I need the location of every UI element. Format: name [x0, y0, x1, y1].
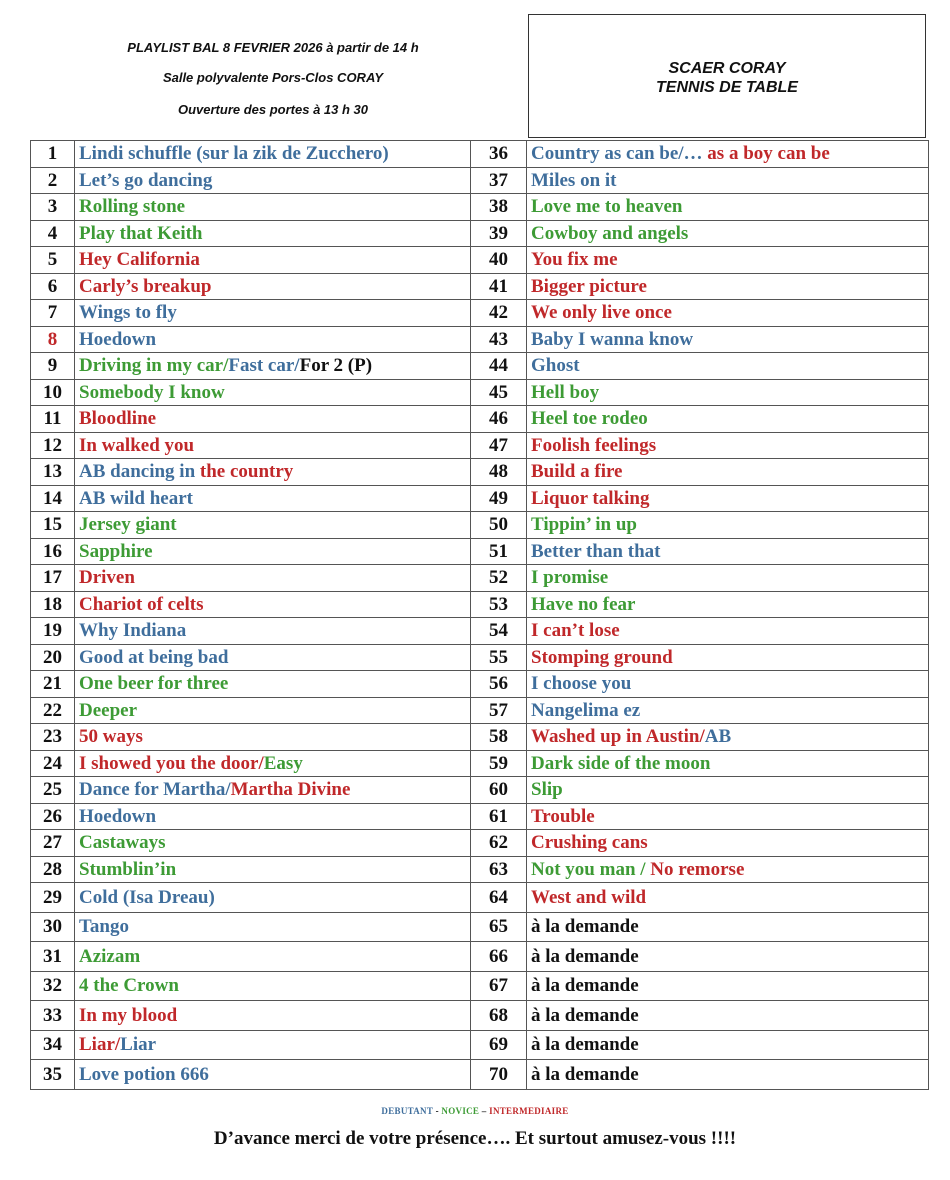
title-segment: Castaways — [79, 832, 166, 854]
right-track-number: 54 — [471, 618, 527, 645]
left-track-title — [75, 1001, 471, 1031]
left-track-number: 15 — [31, 512, 75, 539]
left-track-title — [75, 830, 471, 857]
title-segment: the country — [199, 461, 294, 483]
title-segment: In walked you — [79, 434, 195, 456]
left-track-title — [75, 883, 471, 913]
title-segment: Wings to fly — [79, 302, 177, 324]
table-row — [31, 353, 929, 380]
legend-debutant: DEBUTANT — [381, 1106, 434, 1116]
left-track-number: 30 — [31, 912, 75, 942]
title-segment: Tippin’ in up — [531, 514, 637, 536]
right-track-title — [527, 883, 929, 913]
right-track-title — [527, 856, 929, 883]
right-track-title — [527, 194, 929, 221]
title-segment: Nangelima ez — [531, 699, 641, 721]
title-segment: à la demande — [531, 975, 639, 997]
title-segment: Somebody I know — [79, 381, 225, 403]
right-track-title — [527, 671, 929, 698]
table-row — [31, 671, 929, 698]
title-segment: à la demande — [531, 1034, 639, 1056]
title-segment: Country as can be/… — [531, 143, 708, 165]
right-track-number: 37 — [471, 167, 527, 194]
title-segment: For 2 (P) — [299, 355, 373, 377]
right-track-number: 52 — [471, 565, 527, 592]
right-track-title — [527, 697, 929, 724]
event-venue: Salle polyvalente Pors-Clos CORAY — [162, 70, 384, 85]
title-segment: One beer for three — [79, 673, 229, 695]
left-track-title — [75, 538, 471, 565]
left-track-number: 17 — [31, 565, 75, 592]
left-track-title — [75, 406, 471, 433]
playlist-table — [30, 140, 929, 1090]
right-track-title — [527, 273, 929, 300]
left-track-number: 26 — [31, 803, 75, 830]
title-segment: Ghost — [531, 355, 580, 377]
left-track-title — [75, 591, 471, 618]
title-segment: You fix me — [531, 249, 618, 271]
title-segment: Love potion 666 — [79, 1063, 209, 1085]
left-track-title — [75, 459, 471, 486]
title-segment: Hoedown — [79, 805, 157, 827]
left-track-title — [75, 194, 471, 221]
level-legend — [0, 1106, 950, 1116]
table-row — [31, 618, 929, 645]
left-track-number: 12 — [31, 432, 75, 459]
right-track-title — [527, 1060, 929, 1090]
title-segment: Rolling stone — [79, 196, 186, 218]
right-track-title — [527, 942, 929, 972]
right-track-number: 60 — [471, 777, 527, 804]
table-row — [31, 724, 929, 751]
left-track-title — [75, 856, 471, 883]
right-track-title — [527, 167, 929, 194]
table-row — [31, 326, 929, 353]
right-track-number: 63 — [471, 856, 527, 883]
title-segment: Why Indiana — [79, 620, 187, 642]
right-track-title — [527, 485, 929, 512]
right-track-number: 67 — [471, 971, 527, 1001]
title-segment: Dance for Martha/ — [79, 779, 231, 801]
left-track-number: 25 — [31, 777, 75, 804]
title-segment: AB dancing in — [79, 461, 200, 483]
table-row — [31, 1001, 929, 1031]
right-track-title — [527, 220, 929, 247]
left-track-number: 35 — [31, 1060, 75, 1090]
table-row — [31, 750, 929, 777]
title-segment: Sapphire — [79, 540, 153, 562]
table-row — [31, 644, 929, 671]
right-track-title — [527, 830, 929, 857]
left-track-title — [75, 379, 471, 406]
left-track-title — [75, 300, 471, 327]
right-track-title — [527, 538, 929, 565]
playlist-body — [31, 141, 929, 1090]
title-segment: Have no fear — [531, 593, 636, 615]
right-track-number: 44 — [471, 353, 527, 380]
table-row — [31, 247, 929, 274]
left-track-number: 32 — [31, 971, 75, 1001]
right-track-number: 45 — [471, 379, 527, 406]
title-segment: Foolish feelings — [531, 434, 657, 456]
title-segment: as a boy can be — [707, 143, 830, 165]
right-track-number: 56 — [471, 671, 527, 698]
title-segment: Let’s go dancing — [79, 169, 213, 191]
right-track-number: 47 — [471, 432, 527, 459]
left-track-number: 24 — [31, 750, 75, 777]
title-segment: No remorse — [650, 858, 745, 880]
right-track-number: 64 — [471, 883, 527, 913]
right-track-number: 49 — [471, 485, 527, 512]
table-row — [31, 512, 929, 539]
left-track-number: 33 — [31, 1001, 75, 1031]
right-track-number: 51 — [471, 538, 527, 565]
title-segment: Build a fire — [531, 461, 623, 483]
right-track-number: 46 — [471, 406, 527, 433]
right-track-title — [527, 644, 929, 671]
right-track-title — [527, 406, 929, 433]
title-segment: Play that Keith — [79, 222, 203, 244]
left-track-number: 14 — [31, 485, 75, 512]
table-row — [31, 141, 929, 168]
club-name-line1: SCAER CORAY — [668, 60, 786, 77]
left-track-title — [75, 803, 471, 830]
title-segment: Lindi schuffle (sur la zik de Zucchero) — [79, 143, 389, 165]
title-segment: I can’t lose — [531, 620, 620, 642]
left-track-number: 16 — [31, 538, 75, 565]
left-track-title — [75, 671, 471, 698]
right-track-number: 55 — [471, 644, 527, 671]
legend-separator: – — [479, 1106, 490, 1116]
right-track-number: 53 — [471, 591, 527, 618]
title-segment: à la demande — [531, 916, 639, 938]
table-row — [31, 942, 929, 972]
right-track-number: 66 — [471, 942, 527, 972]
left-track-title — [75, 432, 471, 459]
title-segment: I choose you — [531, 673, 632, 695]
event-doors-time: Ouverture des portes à 13 h 30 — [177, 102, 369, 117]
left-track-title — [75, 565, 471, 592]
right-track-number: 42 — [471, 300, 527, 327]
title-segment: West and wild — [531, 886, 647, 908]
left-track-number: 8 — [31, 326, 75, 353]
left-track-number: 20 — [31, 644, 75, 671]
left-track-number: 3 — [31, 194, 75, 221]
right-track-title — [527, 1001, 929, 1031]
table-row — [31, 406, 929, 433]
left-track-number: 1 — [31, 141, 75, 168]
table-row — [31, 300, 929, 327]
left-track-title — [75, 247, 471, 274]
title-segment: à la demande — [531, 1063, 639, 1085]
table-row — [31, 432, 929, 459]
left-track-title — [75, 220, 471, 247]
title-segment: Liquor talking — [531, 487, 650, 509]
table-row — [31, 697, 929, 724]
left-track-title — [75, 512, 471, 539]
table-row — [31, 167, 929, 194]
left-track-title — [75, 697, 471, 724]
table-row — [31, 777, 929, 804]
title-segment: Deeper — [79, 699, 138, 721]
left-track-title — [75, 141, 471, 168]
title-segment: Miles on it — [531, 169, 617, 191]
right-track-number: 36 — [471, 141, 527, 168]
right-track-number: 38 — [471, 194, 527, 221]
title-segment: 50 ways — [79, 726, 143, 748]
title-segment: Not you man / — [531, 858, 651, 880]
title-segment: Washed up in Austin/ — [531, 726, 705, 748]
right-track-title — [527, 618, 929, 645]
left-track-number: 10 — [31, 379, 75, 406]
right-track-title — [527, 353, 929, 380]
left-track-number: 27 — [31, 830, 75, 857]
right-track-number: 41 — [471, 273, 527, 300]
left-track-title — [75, 912, 471, 942]
right-track-title — [527, 591, 929, 618]
right-track-number: 65 — [471, 912, 527, 942]
title-segment: Love me to heaven — [531, 196, 683, 218]
left-track-title — [75, 326, 471, 353]
table-row — [31, 912, 929, 942]
right-track-title — [527, 300, 929, 327]
title-segment: I promise — [531, 567, 609, 589]
left-track-number: 5 — [31, 247, 75, 274]
title-segment: AB — [704, 726, 732, 748]
table-row — [31, 459, 929, 486]
table-row — [31, 485, 929, 512]
title-segment: Jersey giant — [79, 514, 177, 536]
title-segment: à la demande — [531, 1004, 639, 1026]
right-track-title — [527, 724, 929, 751]
left-track-number: 23 — [31, 724, 75, 751]
right-track-title — [527, 777, 929, 804]
title-segment: Chariot of celts — [79, 593, 204, 615]
right-track-number: 43 — [471, 326, 527, 353]
table-row — [31, 883, 929, 913]
title-segment: In my blood — [79, 1004, 178, 1026]
left-track-number: 28 — [31, 856, 75, 883]
title-segment: Cowboy and angels — [531, 222, 689, 244]
right-track-number: 50 — [471, 512, 527, 539]
title-segment: Slip — [531, 779, 563, 801]
right-track-title — [527, 326, 929, 353]
title-segment: Easy — [263, 752, 303, 774]
right-track-title — [527, 912, 929, 942]
left-track-number: 22 — [31, 697, 75, 724]
title-segment: Hoedown — [79, 328, 157, 350]
title-segment: Trouble — [531, 805, 595, 827]
title-segment: Hell boy — [531, 381, 600, 403]
table-row — [31, 1060, 929, 1090]
left-track-title — [75, 273, 471, 300]
title-segment: Liar — [120, 1034, 157, 1056]
left-track-title — [75, 644, 471, 671]
title-segment: Better than that — [531, 540, 661, 562]
left-track-title — [75, 777, 471, 804]
club-name — [529, 59, 925, 97]
right-track-title — [527, 432, 929, 459]
left-track-number: 18 — [31, 591, 75, 618]
right-track-number: 69 — [471, 1030, 527, 1060]
left-track-title — [75, 1030, 471, 1060]
table-row — [31, 1030, 929, 1060]
table-row — [31, 565, 929, 592]
table-row — [31, 273, 929, 300]
legend-intermediaire: INTERMEDIAIRE — [489, 1106, 569, 1116]
left-track-number: 7 — [31, 300, 75, 327]
table-row — [31, 971, 929, 1001]
right-track-title — [527, 750, 929, 777]
title-segment: Crushing cans — [531, 832, 648, 854]
right-track-title — [527, 565, 929, 592]
table-row — [31, 803, 929, 830]
event-header — [36, 30, 510, 140]
title-segment: Bloodline — [79, 408, 157, 430]
right-track-number: 39 — [471, 220, 527, 247]
table-row — [31, 379, 929, 406]
title-segment: Hey California — [79, 249, 200, 271]
table-row — [31, 856, 929, 883]
left-track-title — [75, 724, 471, 751]
event-title: PLAYLIST BAL 8 FEVRIER 2026 à partir de 14 h — [127, 40, 419, 55]
legend-separator: - — [433, 1106, 442, 1116]
left-track-title — [75, 942, 471, 972]
footer-message: D’avance merci de votre présence…. Et surtout amusez-vous !!!! — [213, 1128, 737, 1149]
left-track-title — [75, 971, 471, 1001]
table-row — [31, 220, 929, 247]
right-track-title — [527, 803, 929, 830]
right-track-number: 58 — [471, 724, 527, 751]
left-track-number: 4 — [31, 220, 75, 247]
right-track-number: 57 — [471, 697, 527, 724]
left-track-title — [75, 485, 471, 512]
title-segment: Liar/ — [79, 1034, 121, 1056]
title-segment: Good at being bad — [79, 646, 229, 668]
right-track-title — [527, 971, 929, 1001]
right-track-title — [527, 459, 929, 486]
title-segment: We only live once — [531, 302, 672, 324]
title-segment: Driving in my car/ — [79, 355, 229, 377]
title-segment: Driven — [79, 567, 135, 589]
title-segment: Azizam — [79, 945, 141, 967]
left-track-title — [75, 618, 471, 645]
left-track-number: 29 — [31, 883, 75, 913]
right-track-title — [527, 247, 929, 274]
left-track-number: 9 — [31, 353, 75, 380]
title-segment: 4 the Crown — [79, 975, 179, 997]
title-segment: Dark side of the moon — [531, 752, 711, 774]
left-track-title — [75, 353, 471, 380]
left-track-number: 31 — [31, 942, 75, 972]
right-track-number: 61 — [471, 803, 527, 830]
club-name-line2: TENNIS DE TABLE — [656, 79, 798, 96]
left-track-title — [75, 750, 471, 777]
left-track-number: 19 — [31, 618, 75, 645]
title-segment: Carly’s breakup — [79, 275, 212, 297]
right-track-number: 59 — [471, 750, 527, 777]
title-segment: Stumblin’in — [79, 858, 177, 880]
title-segment: AB wild heart — [79, 487, 193, 509]
title-segment: à la demande — [531, 945, 639, 967]
left-track-title — [75, 1060, 471, 1090]
right-track-number: 48 — [471, 459, 527, 486]
right-track-title — [527, 512, 929, 539]
title-segment: Baby I wanna know — [531, 328, 694, 350]
title-segment: Heel toe rodeo — [531, 408, 648, 430]
table-row — [31, 830, 929, 857]
left-track-number: 11 — [31, 406, 75, 433]
left-track-title — [75, 167, 471, 194]
right-track-title — [527, 379, 929, 406]
table-row — [31, 538, 929, 565]
table-row — [31, 591, 929, 618]
title-segment: Bigger picture — [531, 275, 647, 297]
left-track-number: 2 — [31, 167, 75, 194]
title-segment: Cold (Isa Dreau) — [79, 886, 215, 908]
title-segment: Fast car/ — [228, 355, 300, 377]
legend-novice: NOVICE — [441, 1106, 480, 1116]
right-track-title — [527, 1030, 929, 1060]
right-track-title — [527, 141, 929, 168]
right-track-number: 68 — [471, 1001, 527, 1031]
right-track-number: 40 — [471, 247, 527, 274]
title-segment: Tango — [79, 916, 129, 938]
left-track-number: 21 — [31, 671, 75, 698]
right-track-number: 62 — [471, 830, 527, 857]
table-row — [31, 194, 929, 221]
title-segment: Stomping ground — [531, 646, 673, 668]
left-track-number: 13 — [31, 459, 75, 486]
title-segment: I showed you the door/ — [79, 752, 264, 774]
club-box — [528, 14, 926, 138]
left-track-number: 6 — [31, 273, 75, 300]
left-track-number: 34 — [31, 1030, 75, 1060]
title-segment: Martha Divine — [230, 779, 351, 801]
right-track-number: 70 — [471, 1060, 527, 1090]
